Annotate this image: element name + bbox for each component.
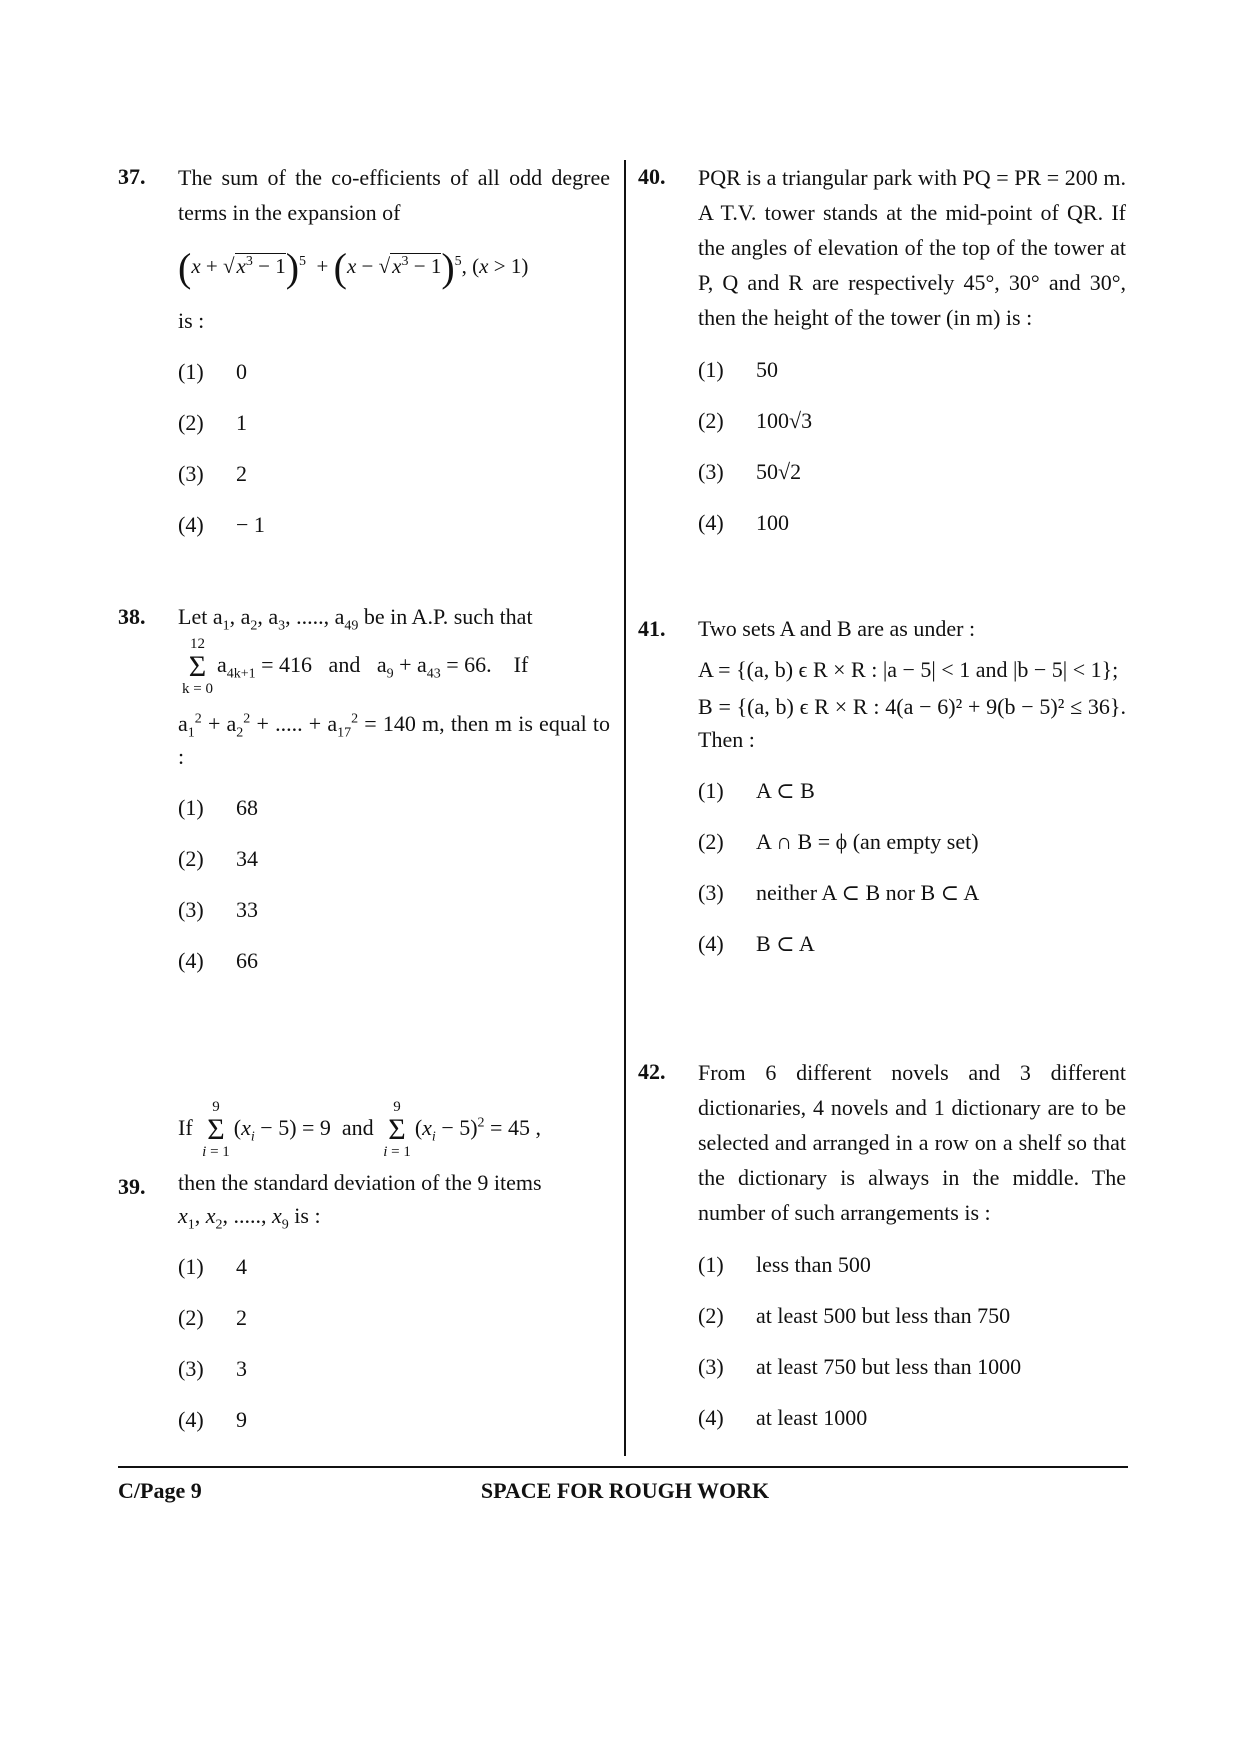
option-1[interactable]: (1) 68 xyxy=(178,794,258,820)
option-2[interactable]: (2) 100√3 xyxy=(698,407,813,433)
question-42 xyxy=(638,1055,1126,1434)
options-list xyxy=(178,354,610,541)
option-1[interactable]: (1) 4 xyxy=(178,1253,247,1279)
question-37 xyxy=(118,160,610,541)
option-4[interactable]: (4) at least 1000 xyxy=(698,1404,868,1430)
options-list xyxy=(698,352,1126,539)
option-2[interactable]: (2) A ∩ B = ϕ (an empty set) xyxy=(698,828,979,854)
option-1[interactable]: (1) A ⊂ B xyxy=(698,777,815,803)
option-4[interactable]: (4) 100 xyxy=(698,509,789,535)
options-list xyxy=(698,773,1126,960)
question-text: then the standard deviation of the 9 items xyxy=(178,1170,542,1195)
option-3[interactable]: (3) 3 xyxy=(178,1355,247,1381)
question-41 xyxy=(638,612,1126,960)
expression: $(x + √x^3 - 1)^5 + (x - √x^3 - 1)^5$, (x > 1) xyxy=(178,245,529,290)
option-4[interactable]: (4) − 1 xyxy=(178,511,265,537)
sum-condition: 12 Σ k = 0 $a_{4k+1} = 416$ and $a_9 + a_{43} = 66$. If xyxy=(182,636,529,697)
set-b: B = {(a, b) ϵ R × R : 4(a − 6)² + 9(b − 5)² ≤ 36}. Then : xyxy=(698,694,1126,752)
question-number: 39. xyxy=(118,1174,146,1199)
question-40 xyxy=(638,160,1126,539)
option-2[interactable]: (2) 1 xyxy=(178,409,247,435)
options-list xyxy=(178,790,610,977)
option-1[interactable]: (1) 50 xyxy=(698,356,778,382)
question-tail: is : xyxy=(178,308,205,333)
question-number: 40. xyxy=(638,164,666,189)
question-text: The sum of the co-efficients of all odd degree terms in the expansion of xyxy=(178,165,610,225)
sum-condition: If 9 Σ i = 1 $(x_i - 5) = 9$ and 9 Σ i = 1 $(x_i - 5)^2 = 45$ , xyxy=(178,1099,541,1160)
question-text: Two sets A and B are as under : xyxy=(698,616,976,641)
option-3[interactable]: (3) 50√2 xyxy=(698,458,802,484)
question-number: 42. xyxy=(638,1059,666,1084)
question-number: 41. xyxy=(638,616,666,641)
rough-work-label: SPACE FOR ROUGH WORK xyxy=(480,1478,770,1503)
option-1[interactable]: (1) 0 xyxy=(178,358,247,384)
option-2[interactable]: (2) at least 500 but less than 750 xyxy=(698,1302,1011,1328)
option-4[interactable]: (4) B ⊂ A xyxy=(698,930,815,956)
question-text: PQR is a triangular park with PQ = PR = 200 m. A T.V. tower stands at the mid-point of QR. If the angles of elevation of the top of the tower at P, Q and R are respectively 45°, 30° and 30°, then the height of the tower (in m) is : xyxy=(698,165,1126,330)
options-list xyxy=(178,1249,610,1436)
option-2[interactable]: (2) 34 xyxy=(178,845,258,871)
footer-rule xyxy=(118,1466,1128,1468)
question-text: Let $a_1$, $a_2$, $a_3$, ....., $a_{49}$ be in A.P. such that xyxy=(178,604,533,634)
option-1[interactable]: (1) less than 500 xyxy=(698,1251,871,1277)
options-list xyxy=(698,1247,1126,1434)
option-4[interactable]: (4) 66 xyxy=(178,947,258,973)
option-4[interactable]: (4) 9 xyxy=(178,1406,247,1432)
option-3[interactable]: (3) 2 xyxy=(178,460,247,486)
question-38 xyxy=(118,600,610,977)
option-3[interactable]: (3) 33 xyxy=(178,896,258,922)
question-text: From 6 different novels and 3 different dictionaries, 4 novels and 1 dictionary are to be selected and arranged in a row on a shelf so that the dictionary is always in the middle. The number of such arrangements is : xyxy=(698,1060,1126,1225)
square-sum: $a_1^2 + a_2^2$ + ..... + $a_{17}^2 = 140$ m, then m is equal to : xyxy=(178,711,610,769)
items-line: $x_1$, $x_2$, ....., $x_9$ is : xyxy=(178,1203,321,1233)
question-number: 37. xyxy=(118,164,146,189)
option-3[interactable]: (3) at least 750 but less than 1000 xyxy=(698,1353,1022,1379)
option-2[interactable]: (2) 2 xyxy=(178,1304,247,1330)
set-a: A = {(a, b) ϵ R × R : |a − 5| < 1 and |b − 5| < 1}; xyxy=(698,657,1119,682)
option-3[interactable]: (3) neither A ⊂ B nor B ⊂ A xyxy=(698,879,980,905)
question-number: 38. xyxy=(118,604,146,629)
page-number: C/Page 9 xyxy=(118,1478,202,1503)
column-divider xyxy=(624,160,626,1456)
question-39 xyxy=(118,1100,610,1436)
